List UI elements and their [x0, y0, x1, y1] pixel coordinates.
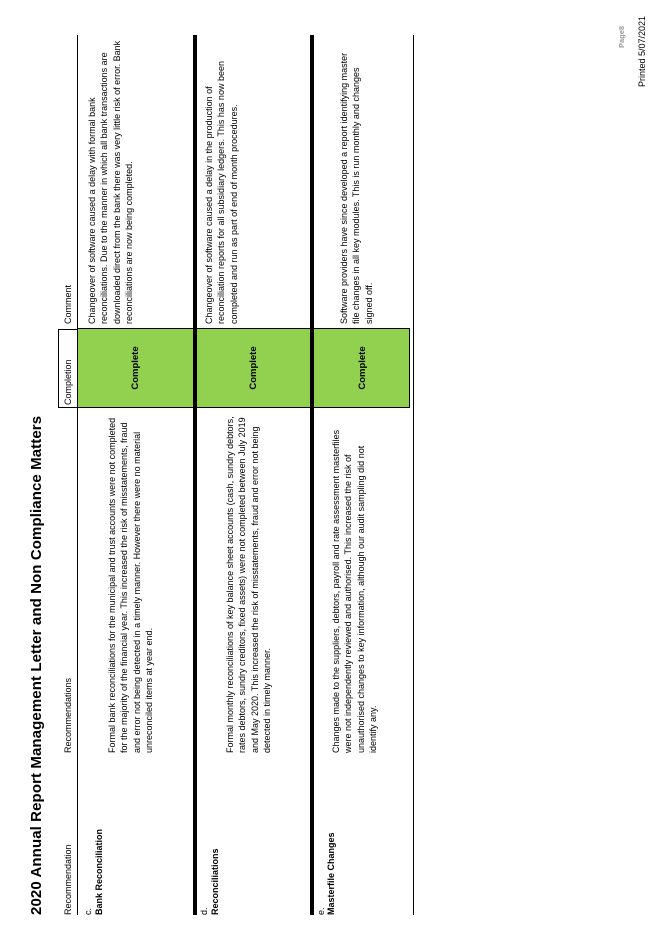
header-divider: [58, 329, 78, 330]
completion-status: Complete: [78, 328, 193, 408]
recommendation-text: Formal bank reconciliations for the municipal and trust accounts were not completed for the majority of the financial year. This increased the risk of misstatements, fraud and error not being detected in a timely manner. However there were no material unreconciled items at year end.: [107, 417, 155, 753]
comment-text: Software providers have since developed a report identifying master file changes in all key modules. This is run monthly and changes signed off.: [339, 52, 374, 324]
completion-status: Complete: [197, 328, 310, 408]
header-comment: Comment: [63, 284, 73, 324]
recommendation-text: Formal monthly reconciliations of key balance sheet accounts (cash, sundry debtors, rates debtors, sundry creditors, fixed assets) were not completed between July 2019 and May 2020. This increased the risk of misstatements, fraud and error not being detected in timely manner.: [225, 416, 273, 753]
section-number: d.: [199, 907, 209, 915]
section-number: e.: [316, 907, 326, 915]
section-divider: [193, 35, 197, 915]
header-divider: [58, 407, 78, 408]
page-number: Page8: [617, 25, 626, 48]
recommendation-text: Changes made to the suppliers, debtors, payroll and rate assessment masterfiles were not independently reviewed and authorised. This increased the risk of unauthorised changes to key information, although our audit sampling did not identify any.: [331, 429, 379, 753]
comment-text: Changeover of software caused a delay with formal bank reconciliations. Due to the manner in which all bank transactions are downloaded direct from the bank there was very little risk of error. Bank reconciliations are now being completed.: [87, 40, 135, 324]
page-title: 2020 Annual Report Management Letter and Non Compliance Matters: [28, 415, 45, 915]
header-top-rule: [58, 329, 59, 408]
table-bottom-rule: [413, 35, 414, 915]
printed-date: Printed 5/07/2021: [637, 15, 647, 87]
completion-status: Complete: [314, 328, 410, 408]
completion-bottom-rule: [409, 329, 410, 408]
section-title: Masterfile Changes: [326, 832, 336, 915]
section-number: c.: [83, 907, 93, 915]
header-rule: [77, 35, 78, 915]
section-title: Bank Reconciliation: [94, 828, 104, 915]
comment-text: Changeover of software caused a delay in the production of reconciliation reports for all subsidiary ledgers. This has now been completed and run as part of end of month procedures.: [204, 61, 239, 324]
header-completion: Completion: [63, 359, 73, 405]
header-recommendation: Recommendation: [63, 844, 73, 915]
section-divider: [310, 35, 314, 915]
header-recommendations: Recommendations: [63, 677, 73, 753]
section-title: Reconciliations: [210, 848, 220, 915]
